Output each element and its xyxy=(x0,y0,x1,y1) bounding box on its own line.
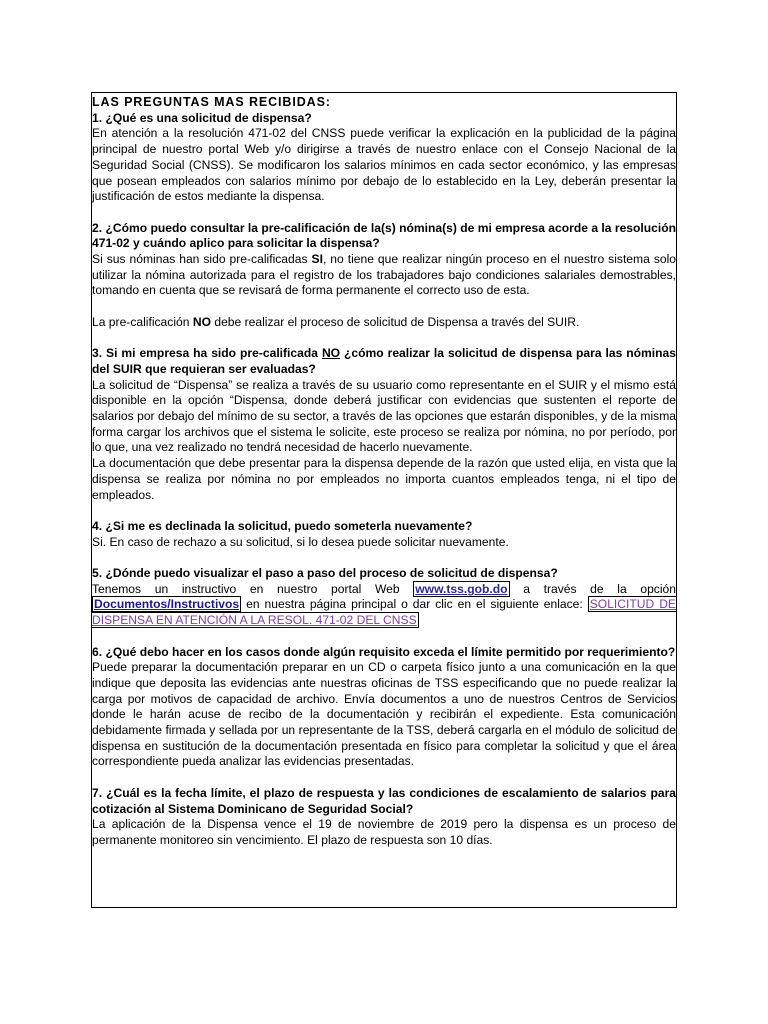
tss-website-link[interactable]: www.tss.gob.do xyxy=(415,581,508,596)
answer-7: La aplicación de la Dispensa vence el 19 de noviembre de 2019 pero la dispensa es un proceso de permanente monitoreo sin vencimiento. El plazo de respuesta son 10 días. xyxy=(92,817,676,847)
question-6: 6. ¿Qué debo hacer en los casos donde algún requisito exceda el límite permitido por requerimiento? xyxy=(92,644,676,659)
solicitud-dispensa-link[interactable]: SOLICITUD DE DISPENSA EN ATENCIÓN A LA RESOL. 471-02 DEL CNSS xyxy=(92,597,676,628)
question-3 xyxy=(92,346,676,377)
question-7: 7. ¿Cuál es la fecha límite, el plazo de respuesta y las condiciones de escalamiento de salarios para cotización al Sistema Dominicano de Seguridad Social? xyxy=(92,785,676,816)
answer-6: Puede preparar la documentación preparar en un CD o carpeta físico junto a una comunicación en la que indique que deposita las evidencias ante nuestras oficinas de TSS especificando que no puede realizar la carga por motivos de capacidad de archivo. Envía documentos a uno de nuestros Centros de Servicios donde le harán acuse de recibo de la documentación y recibirán el expediente. Esta comunicación debidamente firmada y sellada por un representante de la TSS, deberá cargarla en el módulo de solicitud de dispensa en sustitución de la documentación presentada en físico para completar la solicitud y que el área correspondiente pueda analizar las evidencias presentadas. xyxy=(92,660,676,769)
answer-1: En atención a la resolución 471-02 del CNSS puede verificar la explicación en la publicidad de la página principal de nuestro portal Web y/o dirigirse a través de nuestro enlace con el Consejo Nacional de la Seguridad Social (CNSS). Se modificaron los salarios mínimos en cada sector económico, y las empresas que posean empleados con salarios mínimo por debajo de lo establecido en la Ley, deberán presentar la justificación de estos mediante la dispensa. xyxy=(92,126,676,204)
answer-5-text-mid: a través de la opción xyxy=(509,581,676,596)
answer-2-text-rest: , no tiene que realizar ningún proceso en el nuestro sistema solo utilizar la nómina autorizada para el registro de los trabajadores bajo condiciones salariales demostrables, tomando en cuenta que se revisará de forma permanente el correcto uso de esta. xyxy=(92,252,677,298)
answer-2b-text: La pre-calificación xyxy=(92,314,193,329)
answer-5-text-mid2: en nuestra página principal o dar clic en el siguiente enlace: xyxy=(241,597,588,612)
question-4: 4. ¿Si me es declinada la solicitud, puedo someterla nuevamente? xyxy=(92,518,473,533)
question-5: 5. ¿Dónde puedo visualizar el paso a paso del proceso de solicitud de dispensa? xyxy=(92,566,558,581)
answer-2-no: NO xyxy=(192,314,211,329)
question-1: 1. ¿Qué es una solicitud de dispensa? xyxy=(92,110,312,125)
answer-5 xyxy=(92,582,676,629)
answer-2-paragraph-2 xyxy=(92,315,676,331)
faq-document xyxy=(91,92,677,908)
answer-3-paragraph-1: La solicitud de “Dispensa” se realiza a través de su usuario como representante en el SUIR y el mismo está disponible en la opción “Dispensa, donde deberá justificar con evidencias que sustenten el reporte de salarios por debajo del mínimo de su sector, a través de las opciones que estarán disponibles, y de la misma forma cargar los archivos que el sistema le solicite, este proceso se realiza por nómina, no por período, por lo que, una vez realizado no tendrá necesidad de hacerlo nuevamente. xyxy=(92,377,676,455)
documentos-instructivos-link[interactable]: Documentos/Instructivos xyxy=(94,597,240,612)
answer-2-paragraph-1 xyxy=(92,252,676,299)
answer-5-text: Tenemos un instructivo en nuestro portal Web xyxy=(92,581,414,596)
question-3-no: NO xyxy=(321,346,341,361)
answer-2-text: Si sus nóminas han sido pre-calificadas xyxy=(92,252,312,267)
answer-2b-text-rest: debe realizar el proceso de solicitud de Dispensa a través del SUIR. xyxy=(210,314,580,329)
answer-3-paragraph-2: La documentación que debe presentar para la dispensa depende de la razón que usted elija, en vista que la dispensa se realiza por nómina no por empleados no importa cuantos empleados tenga, ni el tipo de empleados. xyxy=(92,456,676,502)
document-title: LAS PREGUNTAS MAS RECIBIDAS: xyxy=(92,95,331,109)
answer-2-si: SI xyxy=(311,252,323,267)
question-3-text: 3. Si mi empresa ha sido pre-calificada xyxy=(92,346,322,361)
answer-4: Si. En caso de rechazo a su solicitud, si lo desea puede solicitar nuevamente. xyxy=(92,534,509,549)
question-2: 2. ¿Cómo puedo consultar la pre-calificación de la(s) nómina(s) de mi empresa acorde a la resolución 471-02 y cuándo aplico para solicitar la dispensa? xyxy=(92,220,677,251)
question-3-text-rest: ¿cómo realizar la solicitud de dispensa para las nóminas del SUIR que requieran ser evaluadas? xyxy=(92,346,677,376)
